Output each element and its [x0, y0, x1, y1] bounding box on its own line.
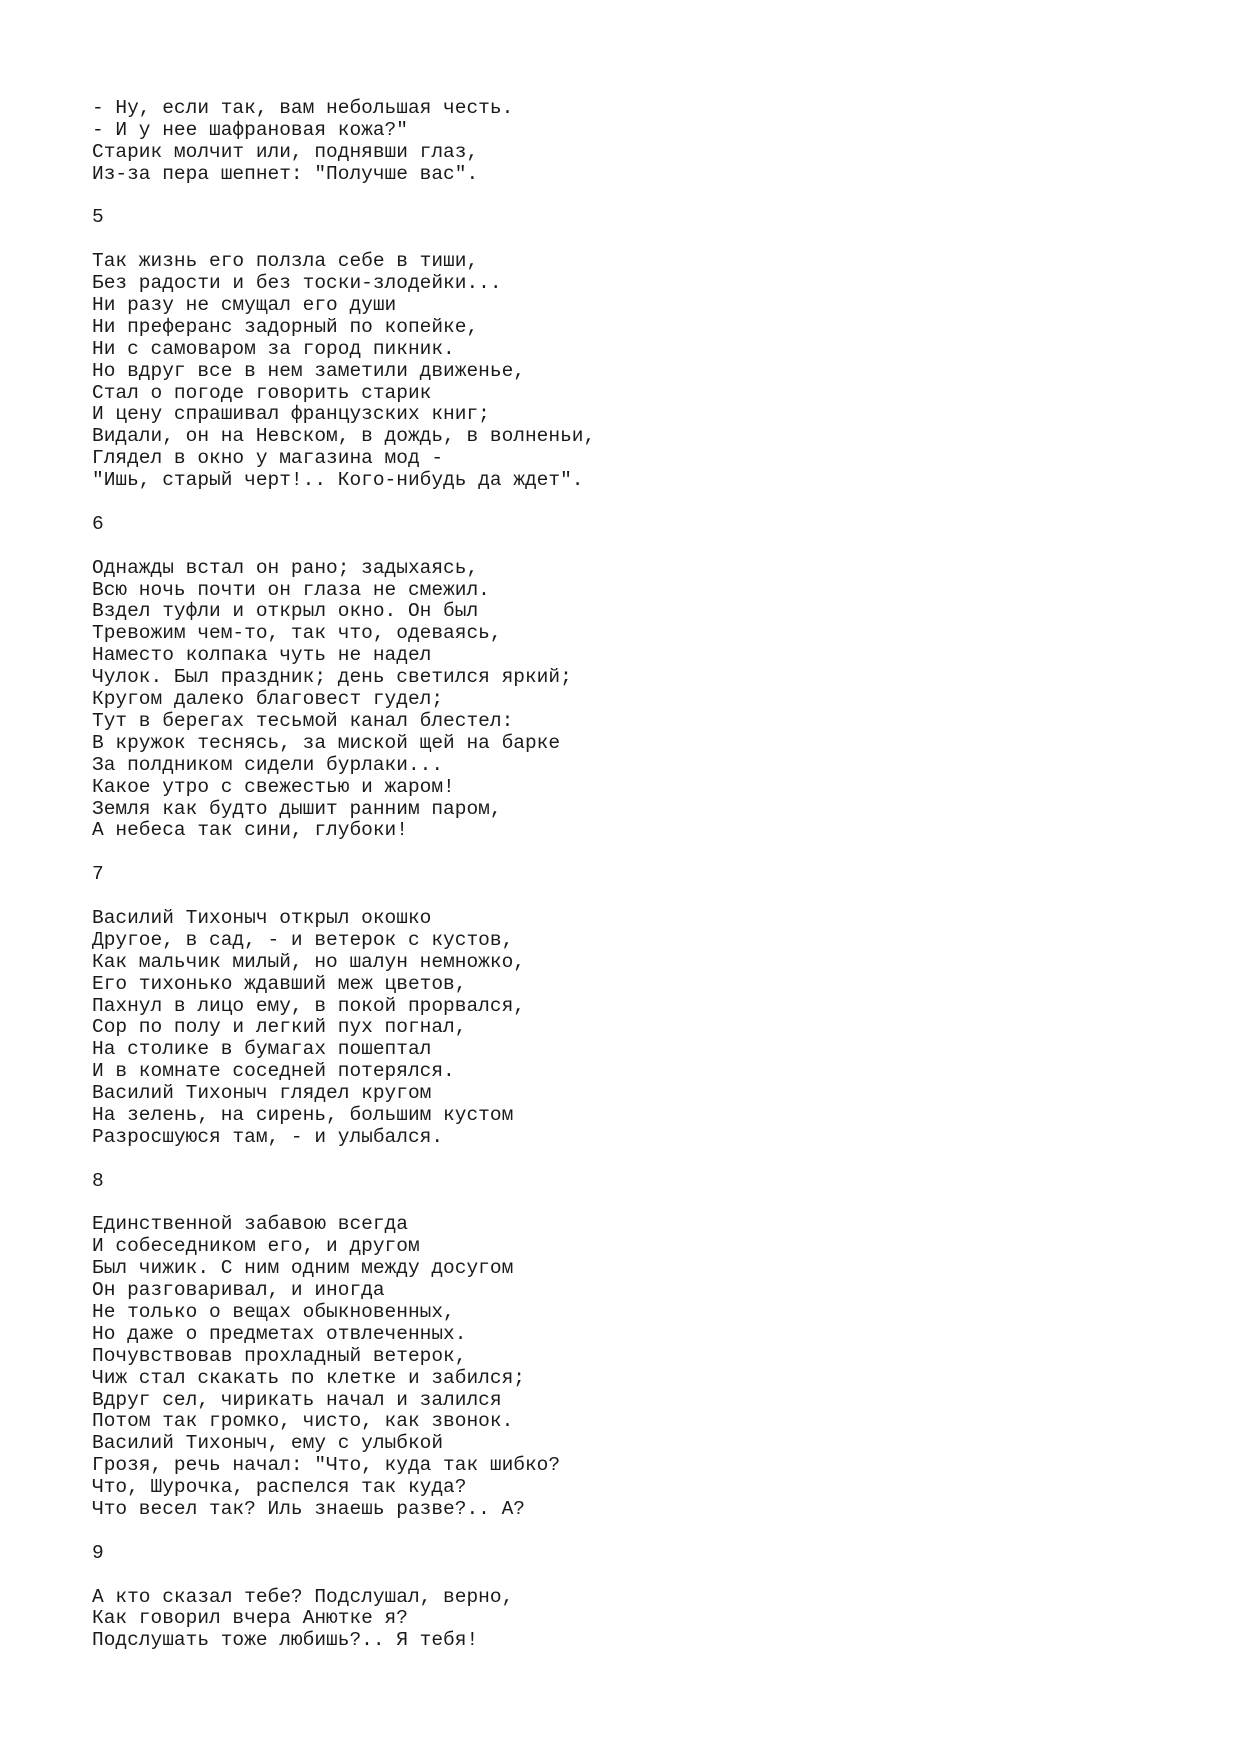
verse-line: Наместо колпака чуть не надел — [92, 644, 432, 667]
spacer — [92, 1149, 1192, 1171]
verse-line: Вдруг сел, чирикать начал и залился — [92, 1388, 502, 1411]
verse-line: Всю ночь почти он глаза не смежил. — [92, 578, 490, 601]
stanza-number: 8 — [92, 1169, 104, 1192]
verse-line: Подслушать тоже любишь?.. Я тебя! — [92, 1629, 479, 1652]
verse-line: А небеса так сини, глубоки! — [92, 819, 408, 842]
verse-line: Но вдруг все в нем заметили движенье, — [92, 359, 525, 382]
verse-line: За полдником сидели бурлаки... — [92, 753, 444, 776]
verse-line: Без радости и без тоски-злодейки... — [92, 272, 502, 295]
verse-line: Другое, в сад, - и ветерок с кустов, — [92, 928, 514, 951]
verse-line: И в комнате соседней потерялся. — [92, 1060, 455, 1083]
verse-line: А кто сказал тебе? Подслушал, верно, — [92, 1585, 514, 1608]
verse-line: Земля как будто дышит ранним паром, — [92, 797, 502, 820]
verse-line: Тут в берегах тесьмой канал блестел: — [92, 709, 514, 732]
verse-line: Однажды встал он рано; задыхаясь, — [92, 556, 479, 579]
spacer — [92, 842, 1192, 864]
stanza — [92, 1214, 1192, 1520]
verse-line: На столике в бумагах пошептал — [92, 1038, 432, 1061]
verse-line: Вздел туфли и открыл окно. Он был — [92, 600, 479, 623]
verse-line: Из-за пера шепнет: "Получше вас". — [92, 162, 479, 185]
verse-line: Его тихонько ждавший меж цветов, — [92, 972, 467, 995]
verse-line: Стал о погоде говорить старик — [92, 381, 432, 404]
verse-line: Не только о вещах обыкновенных, — [92, 1300, 455, 1323]
verse-line: На зелень, на сирень, большим кустом — [92, 1103, 514, 1126]
verse-line: Тревожим чем-то, так что, одеваясь, — [92, 622, 502, 645]
verse-line: Чиж стал скакать по клетке и забился; — [92, 1366, 525, 1389]
verse-line: И цену спрашивал французских книг; — [92, 403, 490, 426]
spacer — [92, 536, 1192, 558]
document-page — [92, 98, 1192, 1652]
spacer — [92, 1193, 1192, 1215]
verse-line: В кружок теснясь, за миской щей на барке — [92, 731, 561, 754]
verse-line: Он разговаривал, и иногда — [92, 1279, 385, 1302]
verse-line: Старик молчит или, поднявши глаз, — [92, 140, 479, 163]
stanza — [92, 558, 1192, 843]
spacer — [92, 886, 1192, 908]
stanza — [92, 1587, 1192, 1653]
verse-line: Василий Тихоныч, ему с улыбкой — [92, 1432, 444, 1455]
stanza — [92, 251, 1192, 492]
verse-line: - Ну, если так, вам небольшая честь. — [92, 97, 514, 119]
verse-line: Почувствовав прохладный ветерок, — [92, 1344, 467, 1367]
verse-line: Ни разу не смущал его души — [92, 294, 397, 317]
spacer — [92, 1521, 1192, 1543]
verse-line: Что весел так? Иль знаешь разве?.. А? — [92, 1498, 525, 1520]
stanza — [92, 908, 1192, 1149]
stanza — [92, 98, 1192, 186]
verse-line: И собеседником его, и другом — [92, 1235, 420, 1258]
verse-line: Как говорил вчера Анютке я? — [92, 1607, 408, 1630]
stanza-number: 6 — [92, 512, 104, 535]
verse-line: Но даже о предметах отвлеченных. — [92, 1322, 467, 1345]
verse-line: Разросшуюся там, - и улыбался. — [92, 1125, 444, 1148]
verse-line: Что, Шурочка, распелся так куда? — [92, 1476, 467, 1499]
verse-line: Грозя, речь начал: "Что, куда так шибко? — [92, 1454, 561, 1477]
verse-line: Ни с самоваром за город пикник. — [92, 337, 455, 360]
verse-line: Сор по полу и легкий пух погнал, — [92, 1016, 467, 1039]
stanza-number: 5 — [92, 206, 104, 229]
verse-line: "Ишь, старый черт!.. Кого-нибудь да ждет". — [92, 469, 584, 492]
spacer — [92, 492, 1192, 514]
verse-line: Так жизнь его ползла себе в тиши, — [92, 250, 479, 273]
spacer — [92, 229, 1192, 251]
verse-line: Как мальчик милый, но шалун немножко, — [92, 950, 525, 973]
verse-line: Единственной забавою всегда — [92, 1213, 408, 1236]
verse-line: Ни преферанс задорный по копейке, — [92, 315, 479, 338]
stanza-number: 9 — [92, 1541, 104, 1564]
verse-line: Был чижик. С ним одним между досугом — [92, 1257, 514, 1280]
verse-line: Василий Тихоныч глядел кругом — [92, 1082, 432, 1105]
verse-line: Видали, он на Невском, в дождь, в волненьи, — [92, 425, 596, 448]
spacer — [92, 1565, 1192, 1587]
stanza-number: 7 — [92, 863, 104, 886]
verse-line: Чулок. Был праздник; день светился яркий; — [92, 666, 572, 689]
verse-line: Кругом далеко благовест гудел; — [92, 688, 444, 711]
verse-line: - И у нее шафрановая кожа?" — [92, 118, 408, 141]
verse-line: Василий Тихоныч открыл окошко — [92, 906, 432, 929]
spacer — [92, 186, 1192, 208]
verse-line: Глядел в окно у магазина мод - — [92, 447, 444, 470]
verse-line: Какое утро с свежестью и жаром! — [92, 775, 455, 798]
verse-line: Пахнул в лицо ему, в покой прорвался, — [92, 994, 525, 1017]
verse-line: Потом так громко, чисто, как звонок. — [92, 1410, 514, 1433]
